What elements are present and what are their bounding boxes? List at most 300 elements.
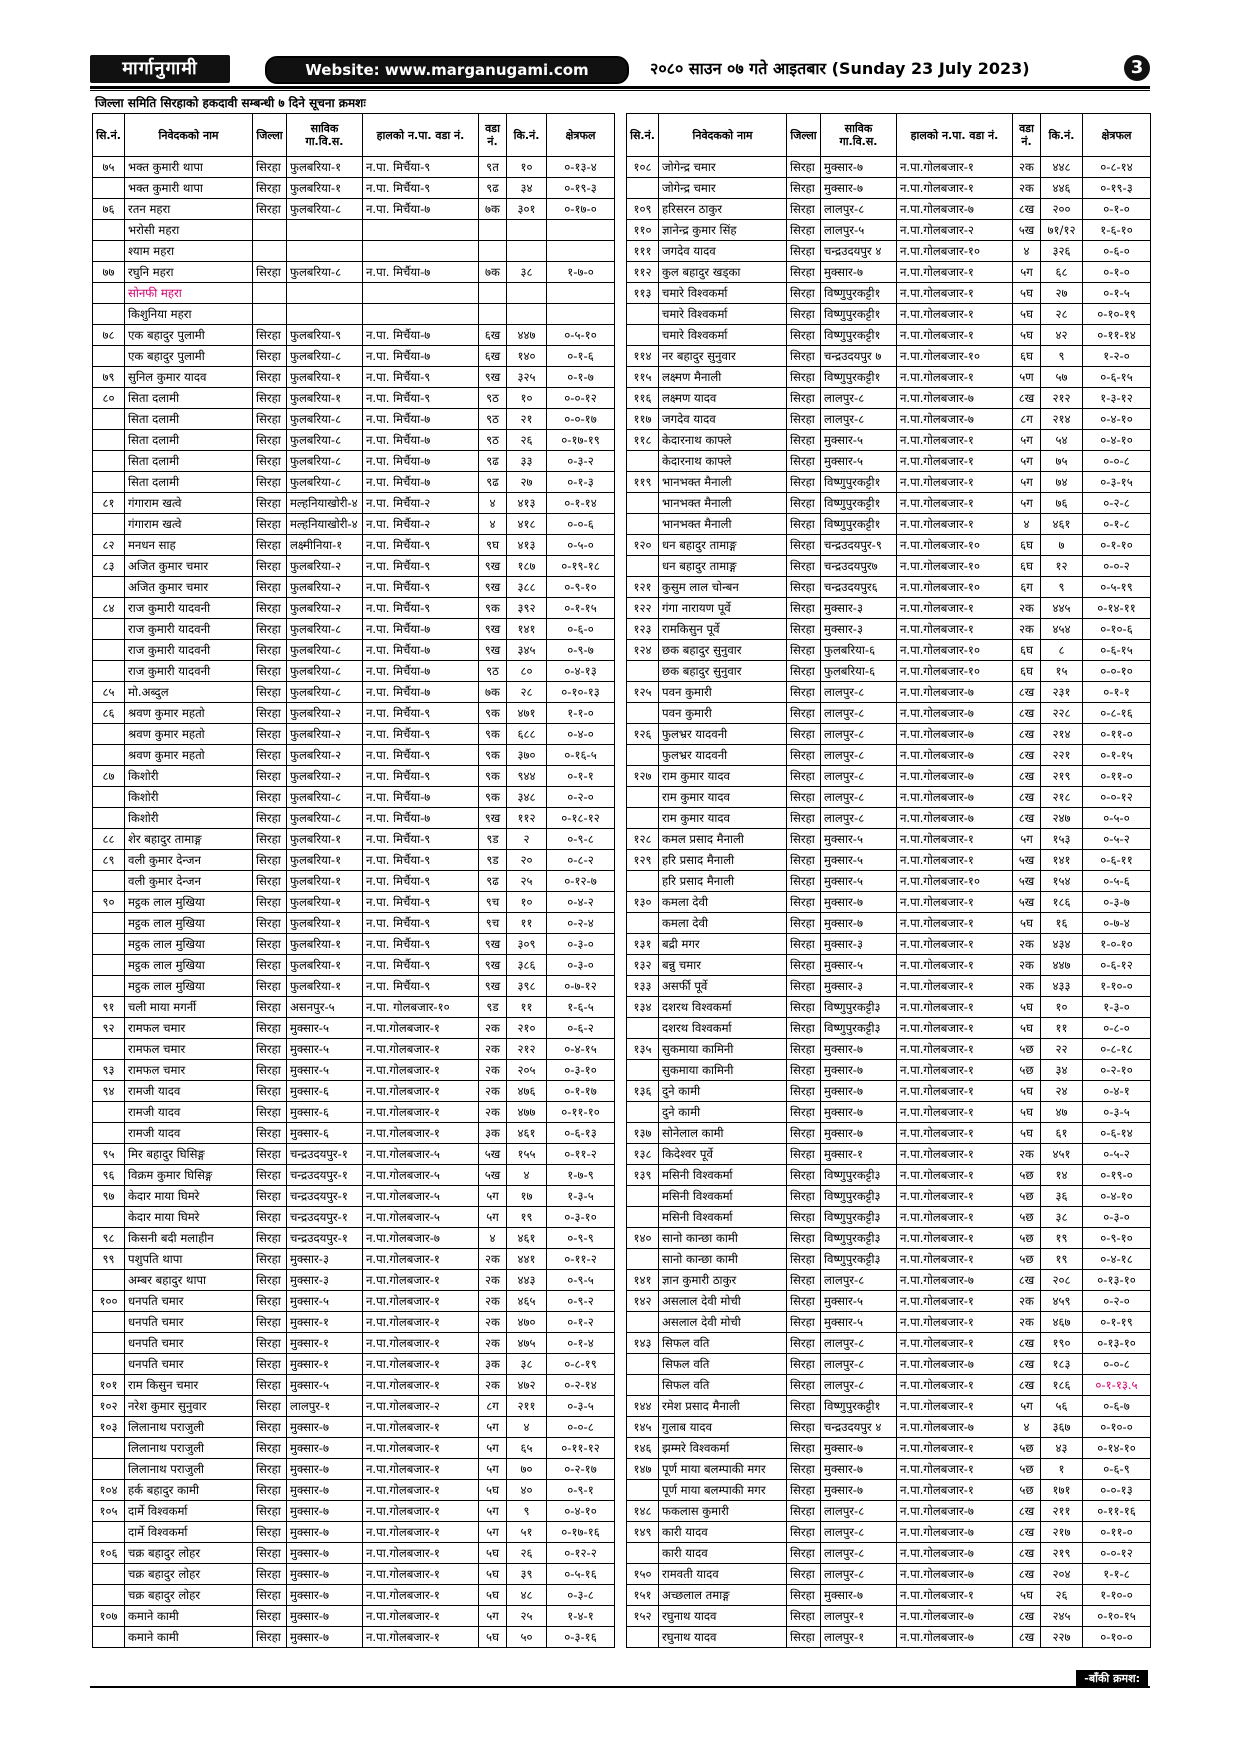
area-cell: १-६-१० <box>1083 220 1151 241</box>
current-municipality-cell: न.पा.गोलबजार-१ <box>363 1480 479 1501</box>
area-cell: ०-२-० <box>547 787 615 808</box>
area-cell: १-४-१ <box>547 1606 615 1627</box>
area-cell: ०-१-१ <box>1083 682 1151 703</box>
district-cell: सिरहा <box>787 808 821 829</box>
plot-number-cell: २०८ <box>1041 1270 1083 1291</box>
plot-number-cell: ५७ <box>1041 367 1083 388</box>
current-municipality-cell: न.पा. मिर्चैया-२ <box>363 514 479 535</box>
serial-cell: १४६ <box>627 1438 659 1459</box>
serial-cell: १४३ <box>627 1333 659 1354</box>
current-municipality-cell: न.पा.गोलबजार-७ <box>897 199 1013 220</box>
plot-number-cell: ११ <box>507 913 547 934</box>
ward-cell: ४ <box>1013 1417 1041 1438</box>
plot-number-cell: ४६७ <box>1041 1312 1083 1333</box>
ward-cell: २क <box>1013 1312 1041 1333</box>
area-cell: ०-३-५ <box>547 1396 615 1417</box>
ward-cell: ५घ <box>1013 1102 1041 1123</box>
applicant-name-cell: बन्नु चमार <box>659 955 787 976</box>
former-vdc-cell: विष्णुपुरकट्टी१ <box>821 1396 897 1417</box>
current-municipality-cell: न.पा.गोलबजार-७ <box>897 787 1013 808</box>
former-vdc-cell: विष्णुपुरकट्टी१ <box>821 493 897 514</box>
serial-cell <box>93 1270 125 1291</box>
area-cell: ०-८-१८ <box>1083 1039 1151 1060</box>
current-municipality-cell: न.पा.गोलबजार-१ <box>363 1249 479 1270</box>
serial-cell: १०० <box>93 1291 125 1312</box>
ward-cell: ५ग <box>1013 451 1041 472</box>
serial-cell: १२९ <box>627 850 659 871</box>
former-vdc-cell: फुलबरिया-६ <box>821 661 897 682</box>
serial-cell: ८२ <box>93 535 125 556</box>
applicant-name-cell: पूर्ण माया बलम्पाकी मगर <box>659 1459 787 1480</box>
current-municipality-cell: न.पा.गोलबजार-१ <box>363 1018 479 1039</box>
ward-cell: ९ठ <box>479 409 507 430</box>
table-row <box>627 1333 1151 1354</box>
applicant-name-cell: नर बहादुर सुनुवार <box>659 346 787 367</box>
area-cell: ०-५-१० <box>547 325 615 346</box>
area-cell: ०-८-२ <box>547 850 615 871</box>
ward-cell: ५घ <box>1013 1585 1041 1606</box>
serial-cell: ९७ <box>93 1186 125 1207</box>
plot-number-cell: ४ <box>507 1165 547 1186</box>
area-cell: ०-१०-१३ <box>547 682 615 703</box>
serial-cell <box>93 724 125 745</box>
ward-cell: ९ख <box>479 934 507 955</box>
district-cell: सिरहा <box>253 766 287 787</box>
table-row <box>627 535 1151 556</box>
table-row <box>93 157 615 178</box>
table-row <box>627 724 1151 745</box>
current-municipality-cell: न.पा. मिर्चैया-९ <box>363 766 479 787</box>
former-vdc-cell: मुक्सार-७ <box>287 1585 363 1606</box>
district-cell: सिरहा <box>787 703 821 724</box>
area-cell: ०-१७-१९ <box>547 430 615 451</box>
applicant-name-cell: मसिनी विश्वकर्मा <box>659 1165 787 1186</box>
plot-number-cell: ४७२ <box>507 1375 547 1396</box>
plot-number-cell: ४१३ <box>507 535 547 556</box>
plot-number-cell: ७५ <box>1041 451 1083 472</box>
applicant-name-cell: लिलानाथ पराजुली <box>125 1459 253 1480</box>
ward-cell: २क <box>1013 598 1041 619</box>
area-cell: ०-१८-१२ <box>547 808 615 829</box>
serial-cell <box>93 1522 125 1543</box>
applicant-name-cell: मसिनी विश्वकर्मा <box>659 1186 787 1207</box>
former-vdc-cell: मुक्सार-७ <box>821 1459 897 1480</box>
serial-cell <box>627 1186 659 1207</box>
table-row <box>93 472 615 493</box>
ward-cell: ५ग <box>479 1459 507 1480</box>
district-cell: सिरहा <box>787 1375 821 1396</box>
serial-cell <box>627 913 659 934</box>
current-municipality-cell: न.पा.गोलबजार-१ <box>897 283 1013 304</box>
serial-cell: ८३ <box>93 556 125 577</box>
table-row <box>627 1354 1151 1375</box>
former-vdc-cell: मुक्सार-७ <box>287 1606 363 1627</box>
applicant-name-cell: धनपति चमार <box>125 1354 253 1375</box>
ward-cell: ५ख <box>479 1144 507 1165</box>
former-vdc-cell: मुक्सार-३ <box>287 1249 363 1270</box>
district-cell: सिरहा <box>787 766 821 787</box>
area-cell: १-३-१२ <box>1083 388 1151 409</box>
table-row <box>627 808 1151 829</box>
serial-cell: ७९ <box>93 367 125 388</box>
district-cell: सिरहा <box>787 1585 821 1606</box>
current-municipality-cell: न.पा. मिर्चैया-९ <box>363 892 479 913</box>
plot-number-cell: ४६१ <box>507 1228 547 1249</box>
current-municipality-cell: न.पा. मिर्चैया-९ <box>363 157 479 178</box>
current-municipality-cell: न.पा.गोलबजार-१ <box>897 1144 1013 1165</box>
former-vdc-cell: फुलबरिया-२ <box>287 703 363 724</box>
applicant-name-cell: धनपति चमार <box>125 1291 253 1312</box>
former-vdc-cell: लालपुर-८ <box>821 745 897 766</box>
table-row <box>627 367 1151 388</box>
serial-cell: ८० <box>93 388 125 409</box>
applicant-name-cell: जगदेव यादव <box>659 409 787 430</box>
current-municipality-cell: न.पा.गोलबजार-७ <box>897 745 1013 766</box>
applicant-name-cell: गुलाब यादव <box>659 1417 787 1438</box>
serial-cell <box>627 304 659 325</box>
ward-cell: २क <box>479 1270 507 1291</box>
current-municipality-cell: न.पा.गोलबजार-७ <box>897 766 1013 787</box>
serial-cell <box>627 493 659 514</box>
former-vdc-cell: फुलबरिया-१ <box>287 955 363 976</box>
current-municipality-cell: न.पा.गोलबजार-१ <box>363 1333 479 1354</box>
table-row <box>627 682 1151 703</box>
district-cell: सिरहा <box>787 304 821 325</box>
plot-number-cell: २५ <box>507 1606 547 1627</box>
district-cell: सिरहा <box>253 1396 287 1417</box>
former-vdc-cell: विष्णुपुरकट्टी१ <box>821 514 897 535</box>
ward-cell: ९ख <box>479 955 507 976</box>
plot-number-cell: २७ <box>1041 283 1083 304</box>
former-vdc-cell: मुक्सार-५ <box>821 451 897 472</box>
current-municipality-cell: न.पा. मिर्चैया-७ <box>363 325 479 346</box>
ward-cell: ५ग <box>479 1606 507 1627</box>
ward-cell: ९क <box>479 787 507 808</box>
table-row <box>627 1396 1151 1417</box>
current-municipality-cell: न.पा.गोलबजार-१ <box>897 1060 1013 1081</box>
former-vdc-cell: विष्णुपुरकट्टी३ <box>821 1207 897 1228</box>
plot-number-cell: ३८६ <box>507 955 547 976</box>
former-vdc-cell: फुलबरिया-८ <box>287 472 363 493</box>
former-vdc-cell: फुलबरिया-२ <box>287 745 363 766</box>
serial-cell <box>627 1249 659 1270</box>
former-vdc-cell: फुलबरिया-१ <box>287 976 363 997</box>
district-cell: सिरहा <box>787 346 821 367</box>
former-vdc-cell: मुक्सार-३ <box>821 976 897 997</box>
area-cell: ०-४-१० <box>1083 430 1151 451</box>
serial-cell <box>627 703 659 724</box>
district-cell: सिरहा <box>253 514 287 535</box>
former-vdc-cell: फुलबरिया-८ <box>287 451 363 472</box>
area-cell: ०-५-० <box>1083 808 1151 829</box>
former-vdc-cell: मुक्सार-७ <box>821 157 897 178</box>
left-notice-table <box>92 113 615 1648</box>
former-vdc-cell: मुक्सार-३ <box>821 619 897 640</box>
area-cell: ०-४-१० <box>1083 409 1151 430</box>
table-row <box>93 1018 615 1039</box>
area-cell: ०-३-० <box>547 955 615 976</box>
ward-cell: ८ख <box>1013 787 1041 808</box>
plot-number-cell: २६ <box>1041 1585 1083 1606</box>
district-cell: सिरहा <box>253 934 287 955</box>
area-cell: ०-१३-१० <box>1083 1333 1151 1354</box>
former-vdc-cell: फुलबरिया-६ <box>821 640 897 661</box>
area-cell: ०-१७-१६ <box>547 1522 615 1543</box>
area-cell: ०-१-१ <box>547 766 615 787</box>
area-cell: ०-८-० <box>1083 1018 1151 1039</box>
applicant-name-cell: चमारे विश्वकर्मा <box>659 325 787 346</box>
plot-number-cell: १८७ <box>507 556 547 577</box>
plot-number-cell: १५ <box>1041 661 1083 682</box>
applicant-name-cell: पवन कुमारी <box>659 682 787 703</box>
ward-cell: २क <box>479 1375 507 1396</box>
area-cell: ०-६-२ <box>547 1018 615 1039</box>
district-cell: सिरहा <box>253 451 287 472</box>
area-cell: ०-१-१० <box>1083 535 1151 556</box>
table-row <box>627 388 1151 409</box>
district-cell: सिरहा <box>787 493 821 514</box>
former-vdc-cell: लालपुर-१ <box>287 1396 363 1417</box>
plot-number-cell: ४६१ <box>507 1123 547 1144</box>
applicant-name-cell: रामजी यादव <box>125 1081 253 1102</box>
former-vdc-cell: फुलबरिया-२ <box>287 556 363 577</box>
ward-cell: ६ख <box>479 325 507 346</box>
district-cell: सिरहा <box>253 1354 287 1375</box>
plot-number-cell: ३६ <box>1041 1186 1083 1207</box>
applicant-name-cell: सिफल वति <box>659 1333 787 1354</box>
area-cell: ०-०-१३ <box>1083 1480 1151 1501</box>
plot-number-cell: ११ <box>1041 1018 1083 1039</box>
ward-cell <box>479 304 507 325</box>
applicant-name-cell: जोगेन्द्र चमार <box>659 157 787 178</box>
applicant-name-cell: धन बहादुर तामाङ्ग <box>659 535 787 556</box>
former-vdc-cell: मुक्सार-७ <box>821 1123 897 1144</box>
former-vdc-cell: फुलबरिया-८ <box>287 409 363 430</box>
current-municipality-cell: न.पा.गोलबजार-१० <box>897 661 1013 682</box>
plot-number-cell: २०५ <box>507 1060 547 1081</box>
area-cell: ०-५-१६ <box>547 1564 615 1585</box>
area-cell: ०-१६-५ <box>547 745 615 766</box>
table-row <box>93 199 615 220</box>
current-municipality-cell: न.पा. मिर्चैया-२ <box>363 493 479 514</box>
district-cell: सिरहा <box>787 220 821 241</box>
former-vdc-cell: लालपुर-८ <box>821 1270 897 1291</box>
serial-cell: ९९ <box>93 1249 125 1270</box>
applicant-name-cell: सिफल वति <box>659 1354 787 1375</box>
district-cell: सिरहा <box>253 1627 287 1648</box>
district-cell: सिरहा <box>253 892 287 913</box>
serial-cell <box>627 1543 659 1564</box>
ward-cell: ५ग <box>479 1501 507 1522</box>
ward-cell: ९क <box>479 724 507 745</box>
table-row <box>93 1228 615 1249</box>
current-municipality-cell: न.पा. मिर्चैया-७ <box>363 787 479 808</box>
ward-cell: ९ढ <box>479 472 507 493</box>
applicant-name-cell: दार्मे विश्वकर्मा <box>125 1522 253 1543</box>
table-row <box>627 1291 1151 1312</box>
district-cell: सिरहा <box>787 241 821 262</box>
district-cell: सिरहा <box>787 451 821 472</box>
plot-number-cell: २५ <box>507 871 547 892</box>
applicant-name-cell: कारी यादव <box>659 1522 787 1543</box>
former-vdc-cell: लालपुर-८ <box>821 1333 897 1354</box>
district-cell: सिरहा <box>253 1060 287 1081</box>
serial-cell: ८४ <box>93 598 125 619</box>
plot-number-cell: ४१३ <box>507 493 547 514</box>
plot-number-cell: १४० <box>507 346 547 367</box>
serial-cell <box>93 1627 125 1648</box>
table-row <box>627 1522 1151 1543</box>
applicant-name-cell: विक्रम कुमार घिसिङ्ग <box>125 1165 253 1186</box>
serial-cell <box>93 451 125 472</box>
serial-cell <box>627 325 659 346</box>
table-row <box>93 409 615 430</box>
former-vdc-cell: मुक्सार-७ <box>821 913 897 934</box>
table-row <box>93 1438 615 1459</box>
district-cell: सिरहा <box>253 724 287 745</box>
ward-cell: ९क <box>479 745 507 766</box>
applicant-name-cell: कमल प्रसाद मैनाली <box>659 829 787 850</box>
ward-cell: २क <box>1013 955 1041 976</box>
ward-cell: ९क <box>479 598 507 619</box>
ward-cell: ९ड <box>479 850 507 871</box>
serial-cell: १४१ <box>627 1270 659 1291</box>
applicant-name-cell: चक्र बहादुर लोहर <box>125 1543 253 1564</box>
ward-cell: ८ख <box>1013 808 1041 829</box>
newspaper-logo: मार्गानुगामी <box>90 55 230 83</box>
area-cell: ०-५-१९ <box>1083 577 1151 598</box>
applicant-name-cell: कमाने कामी <box>125 1606 253 1627</box>
plot-number-cell: ४७१ <box>507 703 547 724</box>
current-municipality-cell: न.पा. मिर्चैया-७ <box>363 808 479 829</box>
applicant-name-cell: दुने कामी <box>659 1102 787 1123</box>
table-row <box>627 787 1151 808</box>
table-header-row <box>627 114 1151 157</box>
area-cell: ०-९-१ <box>547 1480 615 1501</box>
current-municipality-cell: न.पा.गोलबजार-७ <box>897 1606 1013 1627</box>
ward-cell: ९च <box>479 913 507 934</box>
table-row <box>627 1102 1151 1123</box>
district-cell: सिरहा <box>787 1522 821 1543</box>
current-municipality-cell: न.पा.गोलबजार-१ <box>363 1501 479 1522</box>
former-vdc-cell: मुक्सार-७ <box>821 178 897 199</box>
former-vdc-cell <box>287 241 363 262</box>
ward-cell: ५ग <box>479 1438 507 1459</box>
applicant-name-cell: एक बहादुर पुलामी <box>125 346 253 367</box>
column-header: कि.नं. <box>507 114 547 157</box>
area-cell: ०-२-१४ <box>547 1375 615 1396</box>
current-municipality-cell: न.पा. मिर्चैया-९ <box>363 178 479 199</box>
column-header: हालको न.पा. वडा नं. <box>363 114 479 157</box>
area-cell: ०-११-१० <box>547 1102 615 1123</box>
current-municipality-cell: न.पा.गोलबजार-१ <box>897 1039 1013 1060</box>
district-cell: सिरहा <box>787 1312 821 1333</box>
ward-cell: ५छ <box>1013 1165 1041 1186</box>
applicant-name-cell: गंगा नारायण पूर्वे <box>659 598 787 619</box>
serial-cell: १३३ <box>627 976 659 997</box>
ward-cell: ५घ <box>1013 283 1041 304</box>
area-cell: ०-९-२ <box>547 1291 615 1312</box>
serial-cell <box>627 556 659 577</box>
area-cell: ०-५-६ <box>1083 871 1151 892</box>
table-row <box>627 1186 1151 1207</box>
former-vdc-cell: फुलबरिया-८ <box>287 430 363 451</box>
ward-cell: ५ख <box>1013 220 1041 241</box>
applicant-name-cell: एक बहादुर पुलामी <box>125 325 253 346</box>
former-vdc-cell: मुक्सार-१ <box>287 1354 363 1375</box>
table-row <box>627 955 1151 976</box>
serial-cell <box>93 241 125 262</box>
former-vdc-cell: चन्द्रउदयपुर ७ <box>821 346 897 367</box>
area-cell: ०-१०-६ <box>1083 619 1151 640</box>
former-vdc-cell: विष्णुपुरकट्टी३ <box>821 1186 897 1207</box>
serial-cell: ९६ <box>93 1165 125 1186</box>
current-municipality-cell: न.पा. मिर्चैया-९ <box>363 598 479 619</box>
district-cell: सिरहा <box>253 1123 287 1144</box>
area-cell: ०-५-२ <box>1083 829 1151 850</box>
table-row <box>93 997 615 1018</box>
serial-cell: ८६ <box>93 703 125 724</box>
ward-cell: ८ग <box>479 1396 507 1417</box>
current-municipality-cell: न.पा.गोलबजार-१ <box>897 1438 1013 1459</box>
current-municipality-cell: न.पा.गोलबजार-१ <box>363 1102 479 1123</box>
ward-cell: २क <box>1013 976 1041 997</box>
former-vdc-cell: मुक्सार-५ <box>821 871 897 892</box>
plot-number-cell: २१८ <box>1041 787 1083 808</box>
plot-number-cell: ७६ <box>1041 493 1083 514</box>
serial-cell <box>93 1564 125 1585</box>
applicant-name-cell: राम कुमार यादव <box>659 808 787 829</box>
current-municipality-cell: न.पा.गोलबजार-१ <box>897 976 1013 997</box>
district-cell: सिरहा <box>787 262 821 283</box>
ward-cell: ५ख <box>1013 892 1041 913</box>
plot-number-cell: २२७ <box>1041 1627 1083 1648</box>
plot-number-cell: २१ <box>507 409 547 430</box>
ward-cell: ४ <box>479 493 507 514</box>
area-cell: ०-१-१९ <box>1083 1312 1151 1333</box>
serial-cell: ८५ <box>93 682 125 703</box>
district-cell: सिरहा <box>253 493 287 514</box>
district-cell: सिरहा <box>253 997 287 1018</box>
column-header: जिल्ला <box>787 114 821 157</box>
serial-cell: १५२ <box>627 1606 659 1627</box>
table-row <box>627 1228 1151 1249</box>
district-cell: सिरहा <box>253 409 287 430</box>
area-cell: ०-१९-० <box>1083 1165 1151 1186</box>
table-row <box>627 598 1151 619</box>
applicant-name-cell: दुने कामी <box>659 1081 787 1102</box>
area-cell: ०-०-१७ <box>547 409 615 430</box>
plot-number-cell: २२१ <box>1041 745 1083 766</box>
former-vdc-cell: मुक्सार-७ <box>821 1585 897 1606</box>
ward-cell: ३क <box>479 1354 507 1375</box>
current-municipality-cell: न.पा. मिर्चैया-७ <box>363 682 479 703</box>
current-municipality-cell: न.पा. मिर्चैया-९ <box>363 556 479 577</box>
plot-number-cell: २४७ <box>1041 808 1083 829</box>
applicant-name-cell: कमला देवी <box>659 913 787 934</box>
serial-cell <box>627 1627 659 1648</box>
dateline: २०८० साउन ०७ गते आइतबार (Sunday 23 July 2023) <box>650 59 1030 78</box>
area-cell: ०-१-२ <box>547 1312 615 1333</box>
plot-number-cell: ३८८ <box>507 577 547 598</box>
district-cell: सिरहा <box>253 1606 287 1627</box>
serial-cell: १३७ <box>627 1123 659 1144</box>
area-cell: ०-४-१० <box>1083 1186 1151 1207</box>
applicant-name-cell: कमाने कामी <box>125 1627 253 1648</box>
applicant-name-cell: सुकमाया कामिनी <box>659 1039 787 1060</box>
applicant-name-cell: अजित कुमार चमार <box>125 577 253 598</box>
column-header: साविक गा.वि.स. <box>821 114 897 157</box>
